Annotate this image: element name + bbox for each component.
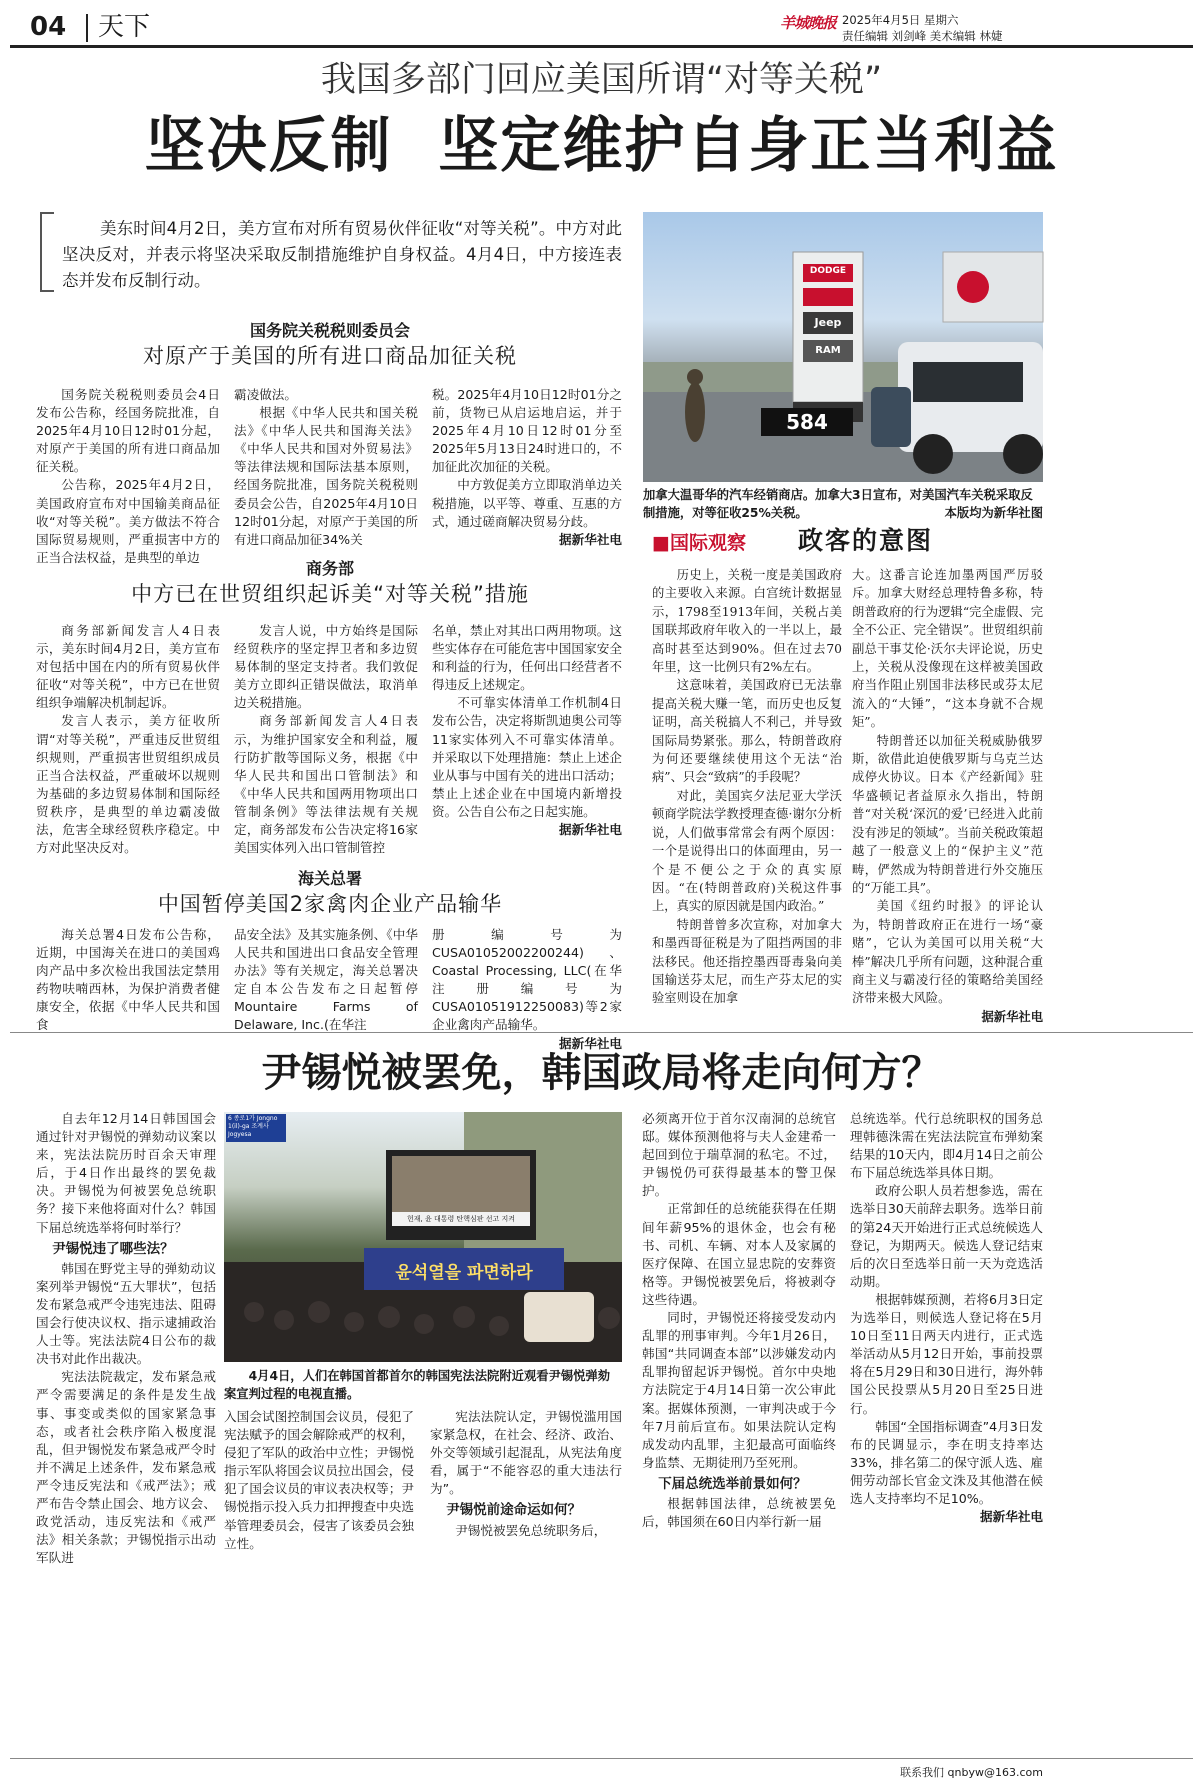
screen-caption: 헌재, 윤 대통령 탄핵심판 선고 지켜: [406, 1215, 516, 1223]
section3-col3: 册编号为CUSA01052002200244)、Coastal Processing, LLC(在华注册编号为CUSA01051912250083)等2家企业禽肉产品输华。 据新华社电: [432, 926, 622, 1026]
header-rule: [10, 45, 1193, 48]
sign-number: 584: [786, 410, 828, 434]
sign-dodge: DODGE: [809, 266, 847, 276]
issue-date: 2025年4月5日 星期六: [842, 13, 959, 27]
section3-org: 海关总署: [297, 869, 362, 888]
sign-jeep: Jeep: [814, 316, 842, 329]
korea-sub3: 下届总统选举前景如何？: [658, 1475, 807, 1492]
section-name: 天下: [98, 12, 151, 42]
section2-col3: 名单，禁止对其出口两用物项。这些实体存在可能危害中国国家安全和利益的行为，任何出口经营者不得违反上述规定。 不可靠实体清单工作机制4日发布公告，决定将斯凯迪奥公司等11家实体列入不可靠实体清单。并采取以下处理措施：禁止上述企业从事与中国有关的进出口活动；禁止上述企业在中国境内新增投资。公告自公布之日起实施。 据新华社电: [432, 622, 622, 862]
korea-col2: 入国会试图控制国会议员，侵犯了宪法赋予的国会解除戒严的权利，侵犯了军队的政治中立性；尹锡悦指示军队将国会议员拉出国会，侵犯了国会议员的审议表决权等；尹锡悦指示投入兵力扣押搜查中央选举管理委员会，侵害了该委员会独立性。: [224, 1409, 414, 1551]
section1-col2: 霸凌做法。 根据《中华人民共和国关税法》《中华人民共和国海关法》《中华人民共和国对外贸易法》等法律法规和国际法基本原则，经国务院批准，国务院关税税则委员会公告，自2025年4月10日12时01分起，对原产于美国的所有进口商品加征34%关: [234, 387, 418, 547]
commentary-tag: ■国际观察: [652, 532, 746, 554]
korea-col4: 总统选举。代行总统职权的国务总理韩德洙需在宪法法院宣布弹劾案结果的10天内，即4月14日之前公布下届总统选举具体日期。 政府公职人员若想参选，需在选举日30天前辞去职务。选举日前的第24天开始进行正式总统候选人登记，为期两天。候选人登记结束后的次日至选举日前一天为竞选活动期。 根据韩媒预测，若将6月3日定为选举日，则候选人登记将在5月10日至11日两天内进行，正式选举活动从5月12日开始，事前投票将在5月29日和30日进行，海外韩国公民投票从5月20日至25日进行。 韩国“全国指标调查”4月3日发布的民调显示，李在明支持率达33%，排名第二的保守派人选、雇佣劳动部长官金文洙及其他潜在候选人支持率均不足10%。 据新华社电: [850, 1110, 1043, 1746]
page-number: 04: [30, 12, 67, 42]
korea-headline: 尹锡悦被罢免，韩国政局将走向何方？: [261, 1050, 942, 1096]
seoul-illustration: [224, 1112, 622, 1362]
intro-box: [40, 212, 630, 300]
protest-banner: 윤석열을 파면하라: [395, 1263, 533, 1283]
section2-col2: 发言人说，中方始终是国际经贸秩序的坚定捍卫者和多边贸易体制的坚定支持者。我们敦促美方立即纠正错误做法，取消单边关税措施。 商务部新闻发言人4日表示，为维护国家安全和利益，履行防扩散等国际义务，根据《中华人民共和国出口管制法》和《中华人民共和国两用物项出口管制条例》等法律法规有关规定，商务部发布公告决定将16家美国实体列入出口管制管控: [234, 623, 418, 856]
section1-source: 据新华社电: [559, 531, 622, 547]
photo1-credit: 本版均为新华社图: [944, 506, 1043, 520]
lead-headline: 坚决反制 坚定维护自身正当利益: [144, 111, 1059, 181]
section1-col3: 税。2025年4月10日12时01分之前，货物已从启运地启运，并于2025年4月10日12时01分至2025年5月13日24时进口的，不加征此次加征的关税。 中方敦促美方立即取消单边关税措施，以平等、尊重、互惠的方式，通过磋商解决贸易分歧。 据新华社电: [432, 386, 622, 534]
section1-org: 国务院关税税则委员会: [249, 321, 410, 340]
section2-org: 商务部: [305, 559, 354, 578]
intro-text: 美东时间4月2日，美方宣布对所有贸易伙伴征收“对等关税”。中方对此坚决反对，并表示将坚决采取反制措施维护自身权益。4月4日，中方接连表态并发布反制行动。: [62, 219, 622, 290]
page-header: [10, 10, 1193, 46]
section1-title: 对原产于美国的所有进口商品加征关税: [143, 344, 517, 368]
korea-col3: 必须离开位于首尔汉南洞的总统官邸。媒体预测他将与夫人金建希一起回到位于瑞草洞的私宅。不过，尹锡悦仍可获得最基本的警卫保护。 正常卸任的总统能获得在任期间年薪95%的退休金，也会有秘书、司机、车辆、对本人及家属的医疗保障、在国立显忠院的安葬资格等。尹锡悦被罢免后，将被剥夺这些待遇。 同时，尹锡悦还将接受发动内乱罪的刑事审判。今年1月26日，韩国“共同调查本部”以涉嫌发动内乱罪拘留起诉尹锡悦。首尔中央地方法院定于4月14日第一次公审此案。据媒体预测，一审判决或于今年7月前后宣布。如果法院认定构成发动内乱罪，主犯最高可面临终身监禁、无期徒刑乃至死刑。 下届总统选举前景如何？ 根据韩国法律，总统被罢免后，韩国须在60日内举行新一届: [642, 1111, 836, 1530]
street-sign: 6 종로1가 Jongno 1(il)-ga 조계사 Jogyesa: [228, 1115, 278, 1138]
sign-ram: RAM: [815, 345, 841, 356]
commentary-source: 据新华社电: [981, 1008, 1043, 1024]
section2-title: 中方已在世贸组织起诉美“对等关税”措施: [131, 582, 529, 606]
commentary-title: 政客的意图: [798, 526, 934, 555]
editors: 责任编辑 刘剑峰 美术编辑 林婕: [842, 29, 1003, 43]
section3-title: 中国暂停美国2家禽肉企业产品输华: [157, 892, 503, 916]
section3-source: 据新华社电: [559, 1035, 622, 1051]
section-divider: [10, 1032, 1193, 1033]
intro-bracket: [40, 212, 54, 292]
photo1-caption: 加拿大温哥华的汽车经销商店。加拿大3日宣布，对美国汽车关税采取反制措施，对等征收25%关税。: [643, 488, 1033, 520]
seoul-photo: [224, 1112, 622, 1362]
footer-rule: [10, 1758, 1193, 1759]
lead-kicker: 我国多部门回应美国所谓“对等关税”: [320, 60, 883, 100]
korea-col1: 自去年12月14日韩国国会通过针对尹锡悦的弹劾动议案以来，宪法法院历时百余天审理后，于4日作出最终的罢免裁决。尹锡悦为何被罢免总统职务？接下来他将面对什么？韩国下届总统选举将何时举行？ 尹锡悦违了哪些法？ 韩国在野党主导的弹劾动议案列举尹锡悦“五大罪状”，包括发布紧急戒严令违宪违法、阻碍国会行使决议权、指示逮捕政治人士等。宪法法院4日公布的裁决书对此作出裁决。 宪法法院裁定，发布紧急戒严令需要满足的条件是发生战事、事变或类似的国家紧急事态，或者社会秩序陷入极度混乱，但尹锡悦发布紧急戒严令时并不满足上述条件，发布紧急戒严令违反宪法和《戒严法》；戒严布告令禁止国会、地方议会、政党活动，违反宪法和《戒严法》相关条款；尹锡悦指示出动军队进: [36, 1111, 216, 1566]
dealership-photo: [643, 212, 1043, 482]
korea-sub2: 尹锡悦前途命运如何？: [446, 1502, 582, 1519]
section1-col1: 国务院关税税则委员会4日发布公告称，经国务院批准，自2025年4月10日12时01分起，对原产于美国的所有进口商品加征关税。 公告称，2025年4月2日，美国政府宣布对中国输美商品征收“对等关税”。美方做法不符合国际贸易规则，严重损害中方的正当合法权益，是典型的单边: [36, 387, 220, 565]
korea-sub1: 尹锡悦违了哪些法？: [52, 1240, 174, 1257]
newspaper-logo: 羊城晚报: [780, 14, 837, 32]
header-divider: [86, 14, 88, 42]
section2-col1: 商务部新闻发言人4日表示，美东时间4月2日，美方宣布对包括中国在内的所有贸易伙伴征收“对等关税”，中方已在世贸组织争端解决机制起诉。 发言人表示，美方征收所谓“对等关税”，严重违反世贸组织规则，严重损害世贸组织成员正当合法权益，严重破坏以规则为基础的多边贸易体制和国际经贸秩序，是典型的单边霸凌做法，危害全球经贸秩序稳定。中方对此坚决反对。: [36, 623, 220, 856]
section3-col2: 品安全法》及其实施条例、《中华人民共和国进出口食品安全管理办法》等有关规定，海关总署决定自本公告发布之日起暂停Mountaire Farms of Delaware, Inc.(在华注: [234, 927, 418, 1033]
korea-source: 据新华社电: [980, 1509, 1043, 1525]
commentary-col2: 大。这番言论连加墨两国严厉驳斥。加拿大财经总理特鲁多称，特朗普政府的行为逻辑“完全虚假、完全不公正、完全错误”。世贸组织前副总干事艾伦·沃尔夫评论说，历史上，关税从没像现在这样被美国政府当作阻止别国非法移民或芬太尼流入的“大锤”，“这本身就不合规矩”。 特朗普还以加征关税威胁俄罗斯，欲借此迫使俄罗斯与乌克兰达成停火协议。日本《产经新闻》驻华盛顿记者益原永久指出，特朗普“对关税‘深沉的爱’已经进入此前没有涉足的领域”。当前关税政策超越了一般意义上的“保护主义”范畴，俨然成为特朗普进行外交施压的“万能工具”。 美国《纽约时报》的评论认为，特朗普政府正在进行一场“豪赌”，它认为美国可以用关税“大棒”解决几乎所有问题，这种混合重商主义与霸凌行径的策略给美国经济带来极大风险。 据新华社电: [852, 566, 1043, 1008]
section3-col1: 海关总署4日发布公告称，近期，中国海关在进口的美国鸡肉产品中多次检出我国法定禁用药物呋喃西林，为保护消费者健康安全，依据《中华人民共和国食: [36, 927, 220, 1033]
section2-source: 据新华社电: [559, 822, 622, 838]
korea-col2c: 宪法法院认定，尹锡悦滥用国家紧急权，在社会、经济、政治、外交等领域引起混乱，从宪法角度看，属于“不能容忍的重大违法行为”。 尹锡悦前途命运如何？ 尹锡悦被罢免总统职务后，: [430, 1409, 622, 1538]
commentary-col1: 历史上，关税一度是美国政府的主要收入来源。白宫统计数据显示，1798至1913年间，关税占美国联邦政府年收入的一半以上，最高时甚至达到90%。但在过去70年里，这一比例只有2%左右。 这意味着，美国政府已无法靠提高关税大赚一笔，而历史也反复证明，高关税搞人不利己，并导致国际局势紧张。那么，特朗普政府为何还要继续使用这个无法“治病”、只会“致病”的手段呢？ 对此，美国宾夕法尼亚大学沃顿商学院法学教授理查德·谢尔分析说，人们做事常常会有两个原因：一个是说得出口的体面理由，另一个是不便公之于众的真实原因。“在(特朗普政府)关税这件事上，真实的原因就是国内政治。” 特朗普曾多次宣称，对加拿大和墨西哥征税是为了阻挡两国的非法移民。他还指控墨西哥毒枭向美国输送芬太尼，而生产芬太尼的实验室则设在加拿: [652, 568, 842, 1006]
photo2-caption: 4月4日，人们在韩国首都首尔的韩国宪法法院附近观看尹锡悦弹劾案宣判过程的电视直播。: [224, 1369, 611, 1401]
footer-contact: 联系我们 qnbyw@163.com: [900, 1766, 1043, 1779]
